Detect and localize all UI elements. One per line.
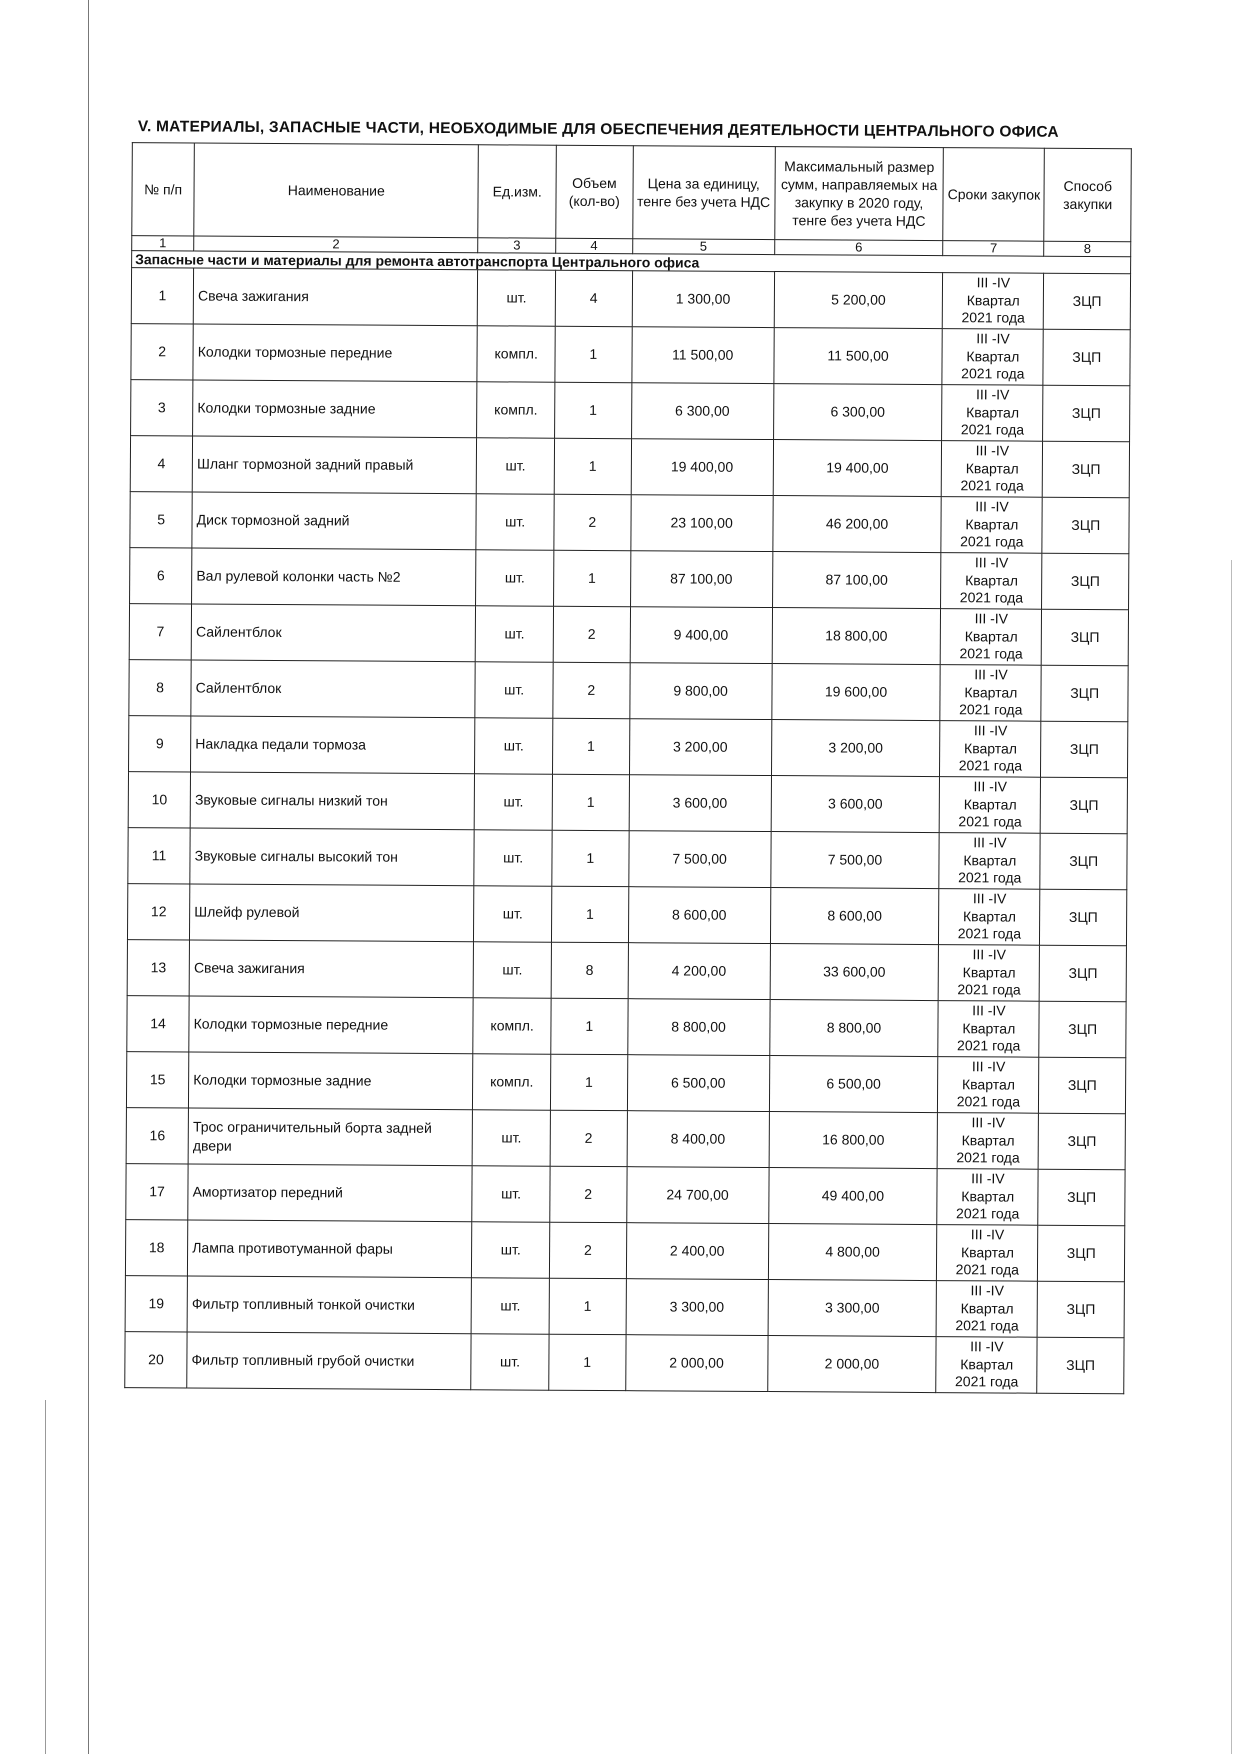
total-sum-cell: 3 600,00 [771,776,940,833]
unit-price-cell: 1 300,00 [632,271,774,328]
row-number: 15 [126,1052,188,1108]
row-number: 2 [131,324,193,380]
terms-line: III -IV [974,666,1008,683]
table-row [130,548,1129,610]
row-number: 14 [127,996,189,1052]
total-sum-cell: 3 200,00 [771,720,940,777]
row-number: 9 [129,716,191,772]
terms-line: Квартал [960,1355,1014,1373]
terms-line: Квартал [961,1075,1015,1093]
unit-cell: шт. [476,494,554,550]
header-row [132,143,1132,242]
terms-line: Квартал [964,627,1018,645]
method-cell: ЗЦП [1042,553,1129,610]
row-number: 7 [129,604,191,660]
terms-cell [938,1057,1039,1114]
item-name: Колодки тормозные задние [193,380,477,438]
unit-price-cell: 4 200,00 [628,943,770,1000]
terms-line: 2021 года [954,1373,1019,1390]
terms-cell [940,777,1041,834]
terms-line: 2021 года [957,1037,1021,1054]
table-row [125,1332,1124,1394]
row-number: 19 [125,1276,187,1332]
terms-line: Квартал [965,459,1019,477]
quantity-cell: 1 [551,886,628,942]
method-cell: ЗЦП [1037,1337,1124,1394]
terms-line: Квартал [966,403,1020,421]
table-row [131,324,1130,386]
header-name: Наименование [194,143,479,238]
terms-cell [936,1281,1037,1338]
column-number: 5 [632,239,774,255]
item-name: Накладка педали тормоза [191,716,475,774]
quantity-cell: 1 [552,830,629,886]
method-cell: ЗЦП [1043,385,1130,442]
item-name: Шлейф рулевой [190,884,474,942]
terms-line: Квартал [965,515,1019,533]
header-unit: Ед.изм. [478,145,556,238]
total-sum-cell: 46 200,00 [773,496,942,553]
unit-price-cell: 3 200,00 [629,719,771,776]
terms-line: Квартал [961,1187,1015,1205]
quantity-cell: 2 [553,606,630,662]
column-number: 6 [774,240,943,256]
table-row [125,1276,1124,1338]
method-cell: ЗЦП [1042,609,1129,666]
terms-cell [937,1169,1038,1226]
row-number: 11 [128,828,190,884]
item-name: Фильтр топливный грубой очистки [187,1332,471,1390]
total-sum-cell: 49 400,00 [768,1168,937,1225]
total-sum-cell: 11 500,00 [774,328,943,385]
total-sum-cell: 8 600,00 [770,888,939,945]
row-number: 12 [127,884,189,940]
terms-cell [937,1113,1038,1170]
method-cell: ЗЦП [1041,777,1128,834]
scan-edge-line [1231,560,1232,1754]
terms-cell [942,441,1043,498]
quantity-cell: 1 [555,326,632,382]
unit-cell: компл. [473,998,551,1054]
table-row [128,772,1127,834]
header-qty: Объем (кол-во) [556,145,633,238]
terms-line: Квартал [960,1243,1014,1261]
quantity-cell: 8 [551,942,628,998]
unit-cell: шт. [474,886,552,942]
terms-line: III -IV [975,442,1010,459]
terms-cell [942,329,1043,386]
quantity-cell: 2 [549,1222,626,1278]
method-cell: ЗЦП [1044,273,1131,330]
unit-cell: шт. [471,1278,549,1334]
method-cell: ЗЦП [1041,721,1128,778]
terms-line: III -IV [973,834,1007,851]
table-row [125,1220,1124,1282]
terms-cell [936,1337,1037,1394]
unit-cell: шт. [472,1110,550,1166]
method-cell: ЗЦП [1037,1281,1124,1338]
row-number: 1 [131,268,193,324]
table-row [130,436,1129,498]
row-number: 8 [129,660,191,716]
terms-line: 2021 года [958,813,1022,830]
unit-cell: шт. [473,942,551,998]
unit-cell: шт. [474,774,552,830]
terms-line: 2021 года [955,1317,1019,1334]
terms-cell [938,945,1039,1002]
row-number: 17 [126,1164,188,1220]
terms-line: III -IV [976,330,1010,347]
terms-line: 2021 года [960,533,1024,550]
quantity-cell: 1 [549,1278,626,1334]
total-sum-cell: 4 800,00 [768,1224,937,1281]
total-sum-cell: 7 500,00 [770,832,939,889]
unit-price-cell: 6 500,00 [627,1055,769,1112]
table-row [127,940,1126,1002]
row-number: 18 [125,1220,187,1276]
method-cell: ЗЦП [1038,1113,1125,1170]
unit-cell: шт. [472,1166,550,1222]
column-number: 2 [194,236,478,253]
terms-cell [940,721,1041,778]
total-sum-cell: 2 000,00 [767,1336,936,1393]
column-number: 7 [943,241,1044,257]
method-cell: ЗЦП [1040,889,1127,946]
quantity-cell: 1 [555,382,632,438]
unit-cell: шт. [477,438,555,494]
item-name: Свеча зажигания [193,268,477,326]
terms-cell [939,889,1040,946]
unit-price-cell: 2 400,00 [626,1223,768,1280]
terms-line: III -IV [972,1002,1006,1019]
terms-line: 2021 года [957,925,1022,942]
quantity-cell: 2 [553,662,630,718]
terms-cell [941,609,1042,666]
method-cell: ЗЦП [1042,497,1129,554]
terms-line: 2021 года [960,477,1024,494]
unit-price-cell: 87 100,00 [630,551,772,608]
method-cell: ЗЦП [1043,329,1130,386]
terms-line: 2021 года [958,869,1022,886]
header-terms: Сроки закупок [943,148,1045,242]
terms-cell [937,1225,1038,1282]
table-row [127,996,1126,1058]
terms-line: III -IV [970,1282,1004,1299]
item-name: Амортизатор передний [188,1164,472,1222]
terms-line: III -IV [971,1058,1006,1075]
terms-line: 2021 года [959,645,1023,662]
terms-line: 2021 года [961,309,1025,326]
table-row [127,884,1126,946]
procurement-table [124,142,1132,1394]
quantity-cell: 1 [554,550,631,606]
scan-edge-line [88,0,89,1754]
total-sum-cell: 5 200,00 [774,272,943,329]
method-cell: ЗЦП [1043,441,1130,498]
row-number: 13 [127,940,189,996]
table-row [128,828,1127,890]
terms-line: Квартал [963,795,1017,813]
item-name: Свеча зажигания [189,940,473,998]
item-name: Звуковые сигналы низкий тон [190,772,474,830]
total-sum-cell: 3 300,00 [768,1280,937,1337]
quantity-cell: 1 [552,774,629,830]
terms-line: Квартал [964,739,1018,757]
item-name: Трос ограничительный борта задней двери [188,1108,472,1166]
total-sum-cell: 33 600,00 [770,944,939,1001]
header-max-sum: Максимальный размер сумм, направляемых на закупку в 2020 году, тенге без учета НДС [774,147,943,241]
item-name: Звуковые сигналы высокий тон [190,828,474,886]
unit-price-cell: 6 300,00 [631,383,773,440]
unit-price-cell: 11 500,00 [631,327,773,384]
total-sum-cell: 8 800,00 [769,1000,938,1057]
unit-cell: шт. [471,1334,549,1390]
unit-cell: шт. [475,606,553,662]
quantity-cell: 4 [555,270,632,326]
method-cell: ЗЦП [1041,665,1128,722]
table-row [126,1052,1125,1114]
total-sum-cell: 18 800,00 [772,608,941,665]
terms-cell [940,665,1041,722]
item-name: Вал рулевой колонки часть №2 [192,548,476,606]
terms-line: 2021 года [959,589,1024,606]
item-name: Лампа противотуманной фары [188,1220,472,1278]
terms-line: III -IV [974,554,1009,571]
table-row [126,1108,1125,1170]
terms-cell [939,833,1040,890]
terms-cell [941,497,1042,554]
item-name: Фильтр топливный тонкой очистки [187,1276,471,1334]
terms-line: III -IV [974,610,1009,627]
total-sum-cell: 6 300,00 [773,384,942,441]
unit-cell: шт. [475,662,553,718]
terms-line: Квартал [966,347,1020,365]
page-title: V. МАТЕРИАЛЫ, ЗАПАСНЫЕ ЧАСТИ, НЕОБХОДИМЫЕ ДЛЯ ОБЕСПЕЧЕНИЯ ДЕЯТЕЛЬНОСТИ ЦЕНТРАЛЬНОГО ОФИСА [137,118,1059,141]
method-cell: ЗЦП [1040,833,1127,890]
table-row [131,268,1130,330]
quantity-cell: 1 [550,1054,627,1110]
total-sum-cell: 19 400,00 [773,440,942,497]
terms-line: III -IV [973,778,1008,795]
row-number: 6 [130,548,192,604]
item-name: Сайлентблок [191,660,475,718]
unit-cell: шт. [478,270,556,326]
method-cell: ЗЦП [1039,1057,1126,1114]
terms-line: 2021 года [955,1261,1020,1278]
row-number: 3 [131,380,193,436]
unit-price-cell: 3 300,00 [626,1279,768,1336]
row-number: 10 [128,772,190,828]
terms-cell [942,385,1043,442]
total-sum-cell: 16 800,00 [769,1112,938,1169]
terms-line: Квартал [964,683,1018,701]
terms-line: Квартал [965,571,1019,589]
row-number: 16 [126,1108,188,1164]
terms-line: III -IV [972,890,1007,907]
scan-edge-line [45,1400,46,1754]
terms-cell [941,553,1042,610]
header-method: Способ закупки [1044,148,1131,242]
terms-line: 2021 года [956,1149,1020,1166]
unit-cell: компл. [477,326,555,382]
terms-line: 2021 года [956,1093,1021,1110]
terms-line: III -IV [975,498,1009,515]
column-number: 3 [478,238,556,253]
unit-cell: шт. [472,1222,550,1278]
total-sum-cell: 6 500,00 [769,1056,938,1113]
column-number: 8 [1044,241,1131,257]
method-cell: ЗЦП [1039,1001,1126,1058]
unit-price-cell: 3 600,00 [629,775,771,832]
terms-line: 2021 года [958,757,1023,774]
unit-price-cell: 9 400,00 [630,607,772,664]
document-sheet [102,118,1132,1394]
row-number: 5 [130,492,192,548]
item-name: Колодки тормозные задние [189,1052,473,1110]
quantity-cell: 1 [549,1334,626,1390]
terms-line: Квартал [966,291,1020,309]
quantity-cell: 1 [554,438,631,494]
unit-price-cell: 8 400,00 [627,1111,769,1168]
unit-cell: компл. [473,1054,551,1110]
terms-line: III -IV [975,386,1010,403]
column-number: 4 [556,238,633,253]
unit-price-cell: 8 800,00 [627,999,769,1056]
terms-line: III -IV [973,722,1008,739]
terms-line: III -IV [970,1338,1004,1355]
terms-line: 2021 года [960,421,1025,438]
item-name: Колодки тормозные передние [193,324,477,382]
method-cell: ЗЦП [1038,1225,1125,1282]
column-number: 1 [132,236,194,251]
total-sum-cell: 87 100,00 [772,552,941,609]
row-number: 4 [130,436,192,492]
terms-line: Квартал [962,907,1017,925]
terms-line: 2021 года [961,365,1025,382]
unit-cell: шт. [475,718,553,774]
unit-cell: шт. [476,550,554,606]
unit-price-cell: 24 700,00 [626,1167,768,1224]
header-num: № п/п [132,143,195,236]
quantity-cell: 2 [550,1166,627,1222]
unit-price-cell: 7 500,00 [628,831,770,888]
item-name: Сайлентблок [191,604,475,662]
terms-line: 2021 года [959,701,1023,718]
row-number: 20 [125,1332,187,1388]
section-title: Запасные части и материалы для ремонта автотранспорта Центрального офиса [132,251,1131,274]
unit-price-cell: 8 600,00 [628,887,770,944]
quantity-cell: 2 [554,494,631,550]
table-row [131,380,1130,442]
unit-cell: компл. [477,382,555,438]
item-name: Диск тормозной задний [192,492,476,550]
unit-price-cell: 23 100,00 [630,495,772,552]
terms-line: III -IV [970,1226,1005,1243]
terms-line: Квартал [961,1131,1015,1149]
item-name: Колодки тормозные передние [189,996,473,1054]
quantity-cell: 1 [551,998,628,1054]
terms-line: III -IV [976,274,1011,291]
quantity-cell: 2 [550,1110,627,1166]
terms-line: 2021 года [956,1205,1020,1222]
terms-line: 2021 года [957,981,1021,998]
table-row [130,492,1129,554]
terms-line: Квартал [962,963,1016,981]
unit-price-cell: 2 000,00 [625,1335,767,1392]
terms-cell [938,1001,1039,1058]
terms-line: Квартал [962,1019,1016,1037]
total-sum-cell: 19 600,00 [771,664,940,721]
table-row [129,604,1128,666]
header-price: Цена за единицу, тенге без учета НДС [632,146,775,240]
terms-line: Квартал [963,851,1017,869]
terms-line: III -IV [971,1114,1006,1131]
unit-price-cell: 19 400,00 [631,439,773,496]
method-cell: ЗЦП [1038,1169,1125,1226]
terms-line: III -IV [972,946,1007,963]
quantity-cell: 1 [552,718,629,774]
table-row [129,716,1128,778]
table-row [126,1164,1125,1226]
terms-line: III -IV [971,1170,1005,1187]
method-cell: ЗЦП [1039,945,1126,1002]
table-row [129,660,1128,722]
unit-cell: шт. [474,830,552,886]
unit-price-cell: 9 800,00 [629,663,771,720]
terms-cell [943,273,1044,330]
terms-line: Квартал [960,1299,1014,1317]
item-name: Шланг тормозной задний правый [192,436,476,494]
